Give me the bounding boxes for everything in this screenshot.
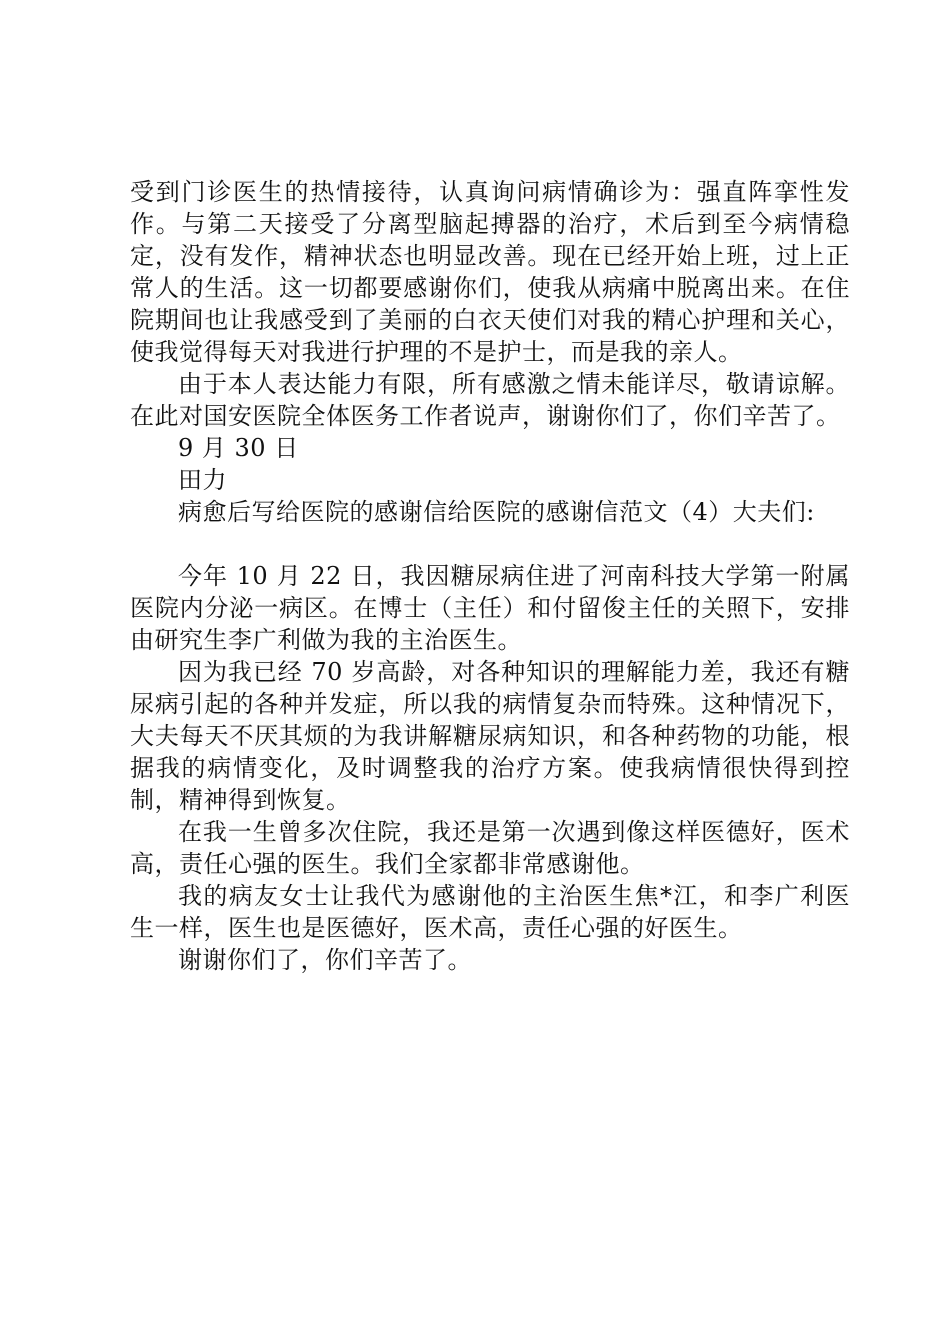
paragraph-2: 由于本人表达能力有限，所有感激之情未能详尽，敬请谅解。在此对国安医院全体医务工作者说声，谢谢你们了，你们辛苦了。	[130, 370, 850, 430]
paragraph-7: 谢谢你们了，你们辛苦了。	[178, 946, 472, 974]
letter-signature: 田力	[178, 466, 227, 494]
paragraph-1: 受到门诊医生的热情接待，认真询问病情确诊为：强直阵挛性发作。与第二天接受了分离型脑起搏器的治疗，术后到至今病情稳定，没有发作，精神状态也明显改善。现在已经开始上班，过上正常人的生活。这一切都要感谢你们，使我从病痛中脱离出来。在住院期间也让我感受到了美丽的白衣天使们对我的精心护理和关心，使我觉得每天对我进行护理的不是护士，而是我的亲人。	[130, 178, 850, 366]
letter-heading: 病愈后写给医院的感谢信给医院的感谢信范文（4）大夫们:	[178, 498, 815, 526]
paragraph-6: 我的病友女士让我代为感谢他的主治医生焦*江，和李广利医生一样，医生也是医德好，医术高，责任心强的好医生。	[130, 882, 850, 942]
paragraph-4: 因为我已经 70 岁高龄，对各种知识的理解能力差，我还有糖尿病引起的各种并发症，所以我的病情复杂而特殊。这种情况下，大夫每天不厌其烦的为我讲解糖尿病知识，和各种药物的功能，根据我的病情变化，及时调整我的治疗方案。使我病情很快得到控制，精神得到恢复。	[130, 658, 850, 814]
document-page	[130, 176, 850, 976]
letter-date: 9 月 30 日	[178, 434, 299, 462]
paragraph-3: 今年 10 月 22 日，我因糖尿病住进了河南科技大学第一附属医院内分泌一病区。在博士（主任）和付留俊主任的关照下，安排由研究生李广利做为我的主治医生。	[130, 562, 850, 654]
paragraph-5: 在我一生曾多次住院，我还是第一次遇到像这样医德好，医术高，责任心强的医生。我们全家都非常感谢他。	[130, 818, 850, 878]
blank-line	[130, 528, 850, 560]
